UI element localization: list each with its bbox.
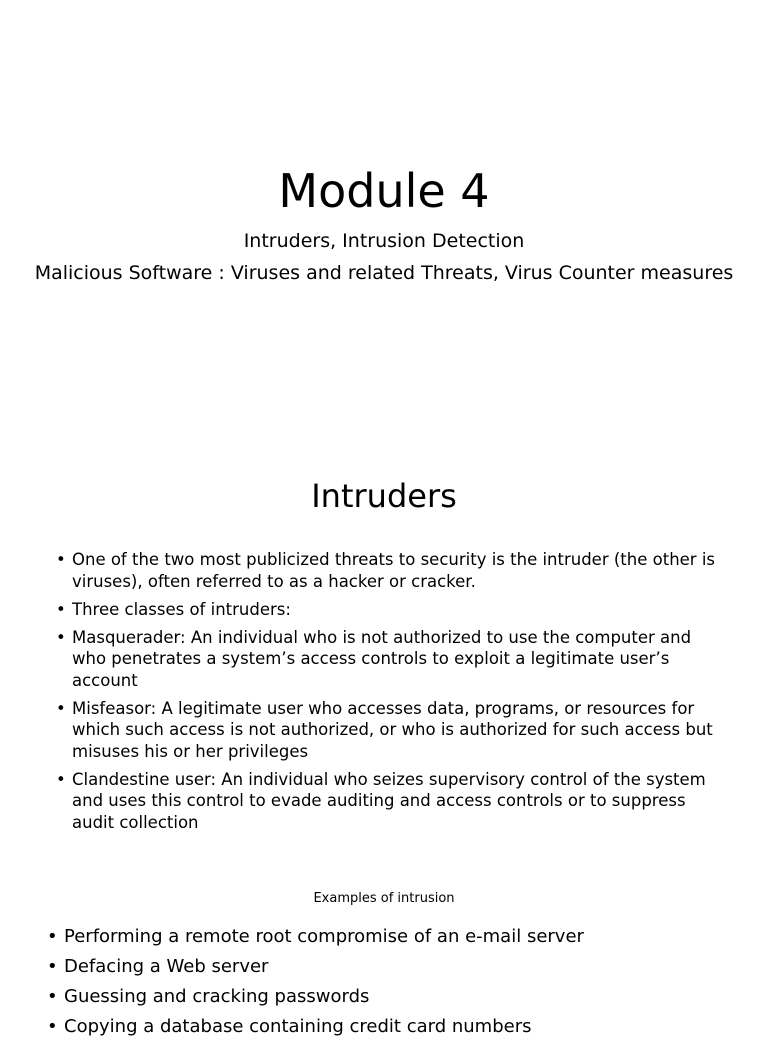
bullet-item: • Defacing a Web server [47, 955, 747, 978]
slide-subtitle-line-2: Malicious Software : Viruses and related Threats, Virus Counter measures [34, 262, 734, 284]
slide-title [0, 0, 768, 384]
bullet-item: • Guessing and cracking passwords [47, 985, 747, 1008]
slide-intruders-heading: Intruders [311, 477, 457, 515]
bullet-item: • Performing a remote root compromise of an e-mail server [47, 925, 747, 948]
bullet-item: • Three classes of intruders: [56, 599, 716, 621]
bullet-item: • Copying a database containing credit card numbers [47, 1015, 747, 1038]
bullet-item: • Clandestine user: An individual who seizes supervisory control of the system and uses this control to evade auditing and access controls or to suppress audit collection [56, 769, 716, 834]
slide-intruders [0, 432, 768, 864]
bullet-item: • One of the two most publicized threats to security is the intruder (the other is viruses), often referred to as a hacker or cracker. [56, 549, 716, 592]
slide-subtitle-line-1: Intruders, Intrusion Detection [243, 230, 525, 252]
bullet-item: • Misfeasor: A legitimate user who accesses data, programs, or resources for which such access is not authorized, or who is authorized for such access but misuses his or her privileges [56, 698, 716, 763]
examples-bullet-list [47, 925, 747, 1045]
slide-examples [0, 864, 768, 1037]
slide-examples-heading: Examples of intrusion [313, 891, 455, 906]
bullet-item: • Masquerader: An individual who is not authorized to use the computer and who penetrates a system’s access controls to exploit a legitimate user’s account [56, 627, 716, 692]
intruders-bullet-list [56, 549, 716, 840]
slide-title-heading: Module 4 [278, 164, 490, 218]
